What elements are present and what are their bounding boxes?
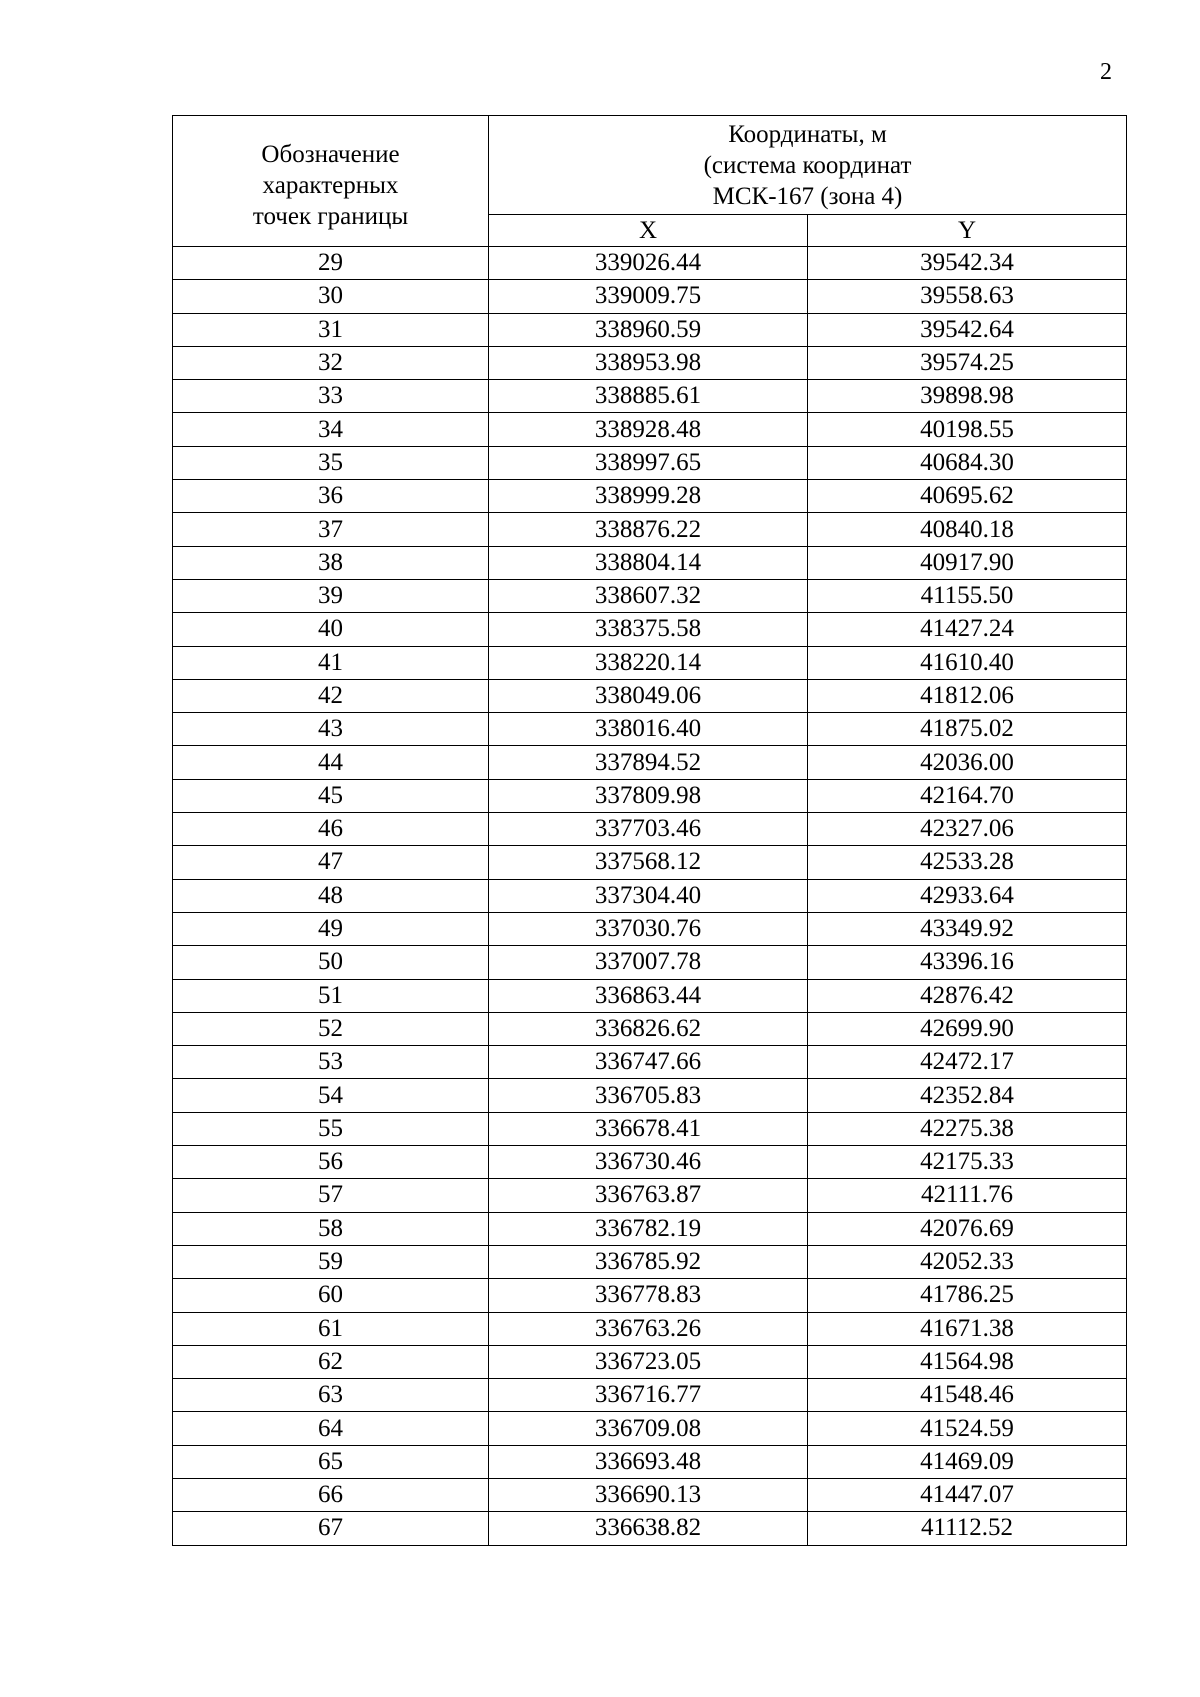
x-coordinate-cell: 336678.41	[489, 1112, 808, 1145]
coords-header-line: (система координат	[703, 151, 912, 179]
table-row	[173, 813, 1127, 846]
y-coordinate-cell: 39574.25	[808, 346, 1127, 379]
table-row	[173, 1445, 1127, 1478]
x-coordinate-cell: 336709.08	[489, 1412, 808, 1445]
table-row	[173, 1312, 1127, 1345]
point-number-cell: 54	[173, 1079, 489, 1112]
point-number-cell: 66	[173, 1478, 489, 1511]
table-row	[173, 1345, 1127, 1378]
table-row	[173, 846, 1127, 879]
y-coordinate-cell: 43396.16	[808, 946, 1127, 979]
x-coordinate-cell: 338960.59	[489, 313, 808, 346]
point-header-line: характерных	[262, 171, 399, 199]
point-number-cell: 61	[173, 1312, 489, 1345]
y-coordinate-cell: 40695.62	[808, 480, 1127, 513]
x-coordinate-cell: 338885.61	[489, 380, 808, 413]
y-coordinate-cell: 42876.42	[808, 979, 1127, 1012]
y-coordinate-cell: 39542.34	[808, 247, 1127, 280]
x-coordinate-cell: 336723.05	[489, 1345, 808, 1378]
y-coordinate-cell: 41155.50	[808, 579, 1127, 612]
point-number-cell: 62	[173, 1345, 489, 1378]
y-coordinate-cell: 42699.90	[808, 1012, 1127, 1045]
y-coordinate-cell: 42175.33	[808, 1146, 1127, 1179]
table-row	[173, 646, 1127, 679]
table-row	[173, 979, 1127, 1012]
y-coordinate-cell: 42036.00	[808, 746, 1127, 779]
point-number-cell: 64	[173, 1412, 489, 1445]
point-number-cell: 63	[173, 1379, 489, 1412]
x-coordinate-cell: 338997.65	[489, 446, 808, 479]
point-number-cell: 50	[173, 946, 489, 979]
table-row	[173, 546, 1127, 579]
point-number-cell: 49	[173, 912, 489, 945]
x-coordinate-cell: 338953.98	[489, 346, 808, 379]
point-number-cell: 39	[173, 579, 489, 612]
point-header-line: точек границы	[252, 202, 409, 230]
x-coordinate-cell: 337703.46	[489, 813, 808, 846]
x-coordinate-cell: 337030.76	[489, 912, 808, 945]
table-row	[173, 746, 1127, 779]
y-coordinate-cell: 40684.30	[808, 446, 1127, 479]
y-coordinate-cell: 41812.06	[808, 679, 1127, 712]
table-row	[173, 713, 1127, 746]
point-header-line: Обозначение	[261, 140, 400, 168]
x-coordinate-cell: 337304.40	[489, 879, 808, 912]
point-number-cell: 52	[173, 1012, 489, 1045]
x-coordinate-cell: 338607.32	[489, 579, 808, 612]
table-row	[173, 380, 1127, 413]
table-row	[173, 313, 1127, 346]
x-coordinate-cell: 338999.28	[489, 480, 808, 513]
y-coordinate-cell: 41875.02	[808, 713, 1127, 746]
x-coordinate-cell: 337894.52	[489, 746, 808, 779]
table-row	[173, 946, 1127, 979]
y-coordinate-cell: 41112.52	[808, 1512, 1127, 1545]
point-designation-header	[173, 116, 489, 247]
y-column-header: Y	[808, 215, 1127, 247]
point-number-cell: 48	[173, 879, 489, 912]
table-row	[173, 1112, 1127, 1145]
x-column-header: X	[489, 215, 808, 247]
table-row	[173, 1379, 1127, 1412]
point-number-cell: 45	[173, 779, 489, 812]
table-row	[173, 1179, 1127, 1212]
y-coordinate-cell: 39558.63	[808, 280, 1127, 313]
y-coordinate-cell: 41524.59	[808, 1412, 1127, 1445]
point-number-cell: 35	[173, 446, 489, 479]
point-number-cell: 44	[173, 746, 489, 779]
x-coordinate-cell: 336690.13	[489, 1478, 808, 1511]
point-number-cell: 59	[173, 1245, 489, 1278]
table-row	[173, 1146, 1127, 1179]
x-coordinate-cell: 336705.83	[489, 1079, 808, 1112]
x-coordinate-cell: 336763.26	[489, 1312, 808, 1345]
x-coordinate-cell: 337007.78	[489, 946, 808, 979]
table-row	[173, 1245, 1127, 1278]
y-coordinate-cell: 41548.46	[808, 1379, 1127, 1412]
table-body	[173, 247, 1127, 1546]
y-coordinate-cell: 41786.25	[808, 1279, 1127, 1312]
y-coordinate-cell: 42111.76	[808, 1179, 1127, 1212]
table-row	[173, 679, 1127, 712]
table-row	[173, 480, 1127, 513]
point-number-cell: 38	[173, 546, 489, 579]
page-number: 2	[1100, 59, 1112, 85]
y-coordinate-cell: 42052.33	[808, 1245, 1127, 1278]
x-coordinate-cell: 339026.44	[489, 247, 808, 280]
point-number-cell: 60	[173, 1279, 489, 1312]
coords-header-line: МСК-167 (зона 4)	[712, 182, 903, 210]
point-number-cell: 58	[173, 1212, 489, 1245]
table-row	[173, 346, 1127, 379]
point-number-cell: 36	[173, 480, 489, 513]
table-row	[173, 1279, 1127, 1312]
table-row	[173, 1412, 1127, 1445]
point-number-cell: 34	[173, 413, 489, 446]
x-coordinate-cell: 336716.77	[489, 1379, 808, 1412]
x-coordinate-cell: 336763.87	[489, 1179, 808, 1212]
coords-header-line: Координаты, м	[728, 120, 887, 148]
x-coordinate-cell: 336826.62	[489, 1012, 808, 1045]
coordinates-table	[172, 115, 1127, 1546]
y-coordinate-cell: 42275.38	[808, 1112, 1127, 1145]
y-coordinate-cell: 41427.24	[808, 613, 1127, 646]
point-number-cell: 51	[173, 979, 489, 1012]
x-coordinate-cell: 336693.48	[489, 1445, 808, 1478]
x-coordinate-cell: 336785.92	[489, 1245, 808, 1278]
y-coordinate-cell: 42472.17	[808, 1046, 1127, 1079]
point-number-cell: 57	[173, 1179, 489, 1212]
coordinates-group-header	[489, 116, 1127, 215]
y-coordinate-cell: 39898.98	[808, 380, 1127, 413]
point-number-cell: 32	[173, 346, 489, 379]
table-row	[173, 1212, 1127, 1245]
table-row	[173, 1079, 1127, 1112]
table-header	[173, 116, 1127, 247]
y-coordinate-cell: 41447.07	[808, 1478, 1127, 1511]
y-coordinate-cell: 41610.40	[808, 646, 1127, 679]
table-row	[173, 413, 1127, 446]
y-coordinate-cell: 41671.38	[808, 1312, 1127, 1345]
table-row	[173, 446, 1127, 479]
y-coordinate-cell: 40917.90	[808, 546, 1127, 579]
x-coordinate-cell: 338220.14	[489, 646, 808, 679]
y-coordinate-cell: 42327.06	[808, 813, 1127, 846]
x-coordinate-cell: 337568.12	[489, 846, 808, 879]
y-coordinate-cell: 40840.18	[808, 513, 1127, 546]
x-coordinate-cell: 336778.83	[489, 1279, 808, 1312]
y-coordinate-cell: 42933.64	[808, 879, 1127, 912]
y-coordinate-cell: 40198.55	[808, 413, 1127, 446]
x-coordinate-cell: 338804.14	[489, 546, 808, 579]
point-number-cell: 53	[173, 1046, 489, 1079]
table-row	[173, 247, 1127, 280]
y-coordinate-cell: 42076.69	[808, 1212, 1127, 1245]
point-number-cell: 30	[173, 280, 489, 313]
x-coordinate-cell: 338016.40	[489, 713, 808, 746]
point-number-cell: 55	[173, 1112, 489, 1145]
point-number-cell: 37	[173, 513, 489, 546]
point-number-cell: 41	[173, 646, 489, 679]
x-coordinate-cell: 336747.66	[489, 1046, 808, 1079]
x-coordinate-cell: 336863.44	[489, 979, 808, 1012]
y-coordinate-cell: 42533.28	[808, 846, 1127, 879]
point-number-cell: 40	[173, 613, 489, 646]
point-number-cell: 29	[173, 247, 489, 280]
point-number-cell: 67	[173, 1512, 489, 1545]
x-coordinate-cell: 336782.19	[489, 1212, 808, 1245]
x-coordinate-cell: 338049.06	[489, 679, 808, 712]
point-number-cell: 33	[173, 380, 489, 413]
table-row	[173, 1478, 1127, 1511]
y-coordinate-cell: 42352.84	[808, 1079, 1127, 1112]
table-row	[173, 1012, 1127, 1045]
table-row	[173, 912, 1127, 945]
table-row	[173, 579, 1127, 612]
point-number-cell: 65	[173, 1445, 489, 1478]
table-row	[173, 1046, 1127, 1079]
table-row	[173, 879, 1127, 912]
point-number-cell: 46	[173, 813, 489, 846]
table-row	[173, 513, 1127, 546]
y-coordinate-cell: 43349.92	[808, 912, 1127, 945]
y-coordinate-cell: 41469.09	[808, 1445, 1127, 1478]
x-coordinate-cell: 338928.48	[489, 413, 808, 446]
x-coordinate-cell: 337809.98	[489, 779, 808, 812]
x-coordinate-cell: 338375.58	[489, 613, 808, 646]
point-number-cell: 31	[173, 313, 489, 346]
x-coordinate-cell: 339009.75	[489, 280, 808, 313]
table-row	[173, 779, 1127, 812]
point-number-cell: 42	[173, 679, 489, 712]
x-coordinate-cell: 336730.46	[489, 1146, 808, 1179]
table-row	[173, 613, 1127, 646]
x-coordinate-cell: 338876.22	[489, 513, 808, 546]
point-number-cell: 43	[173, 713, 489, 746]
y-coordinate-cell: 41564.98	[808, 1345, 1127, 1378]
table-row	[173, 280, 1127, 313]
x-coordinate-cell: 336638.82	[489, 1512, 808, 1545]
table-row	[173, 1512, 1127, 1545]
point-number-cell: 56	[173, 1146, 489, 1179]
y-coordinate-cell: 39542.64	[808, 313, 1127, 346]
point-number-cell: 47	[173, 846, 489, 879]
y-coordinate-cell: 42164.70	[808, 779, 1127, 812]
